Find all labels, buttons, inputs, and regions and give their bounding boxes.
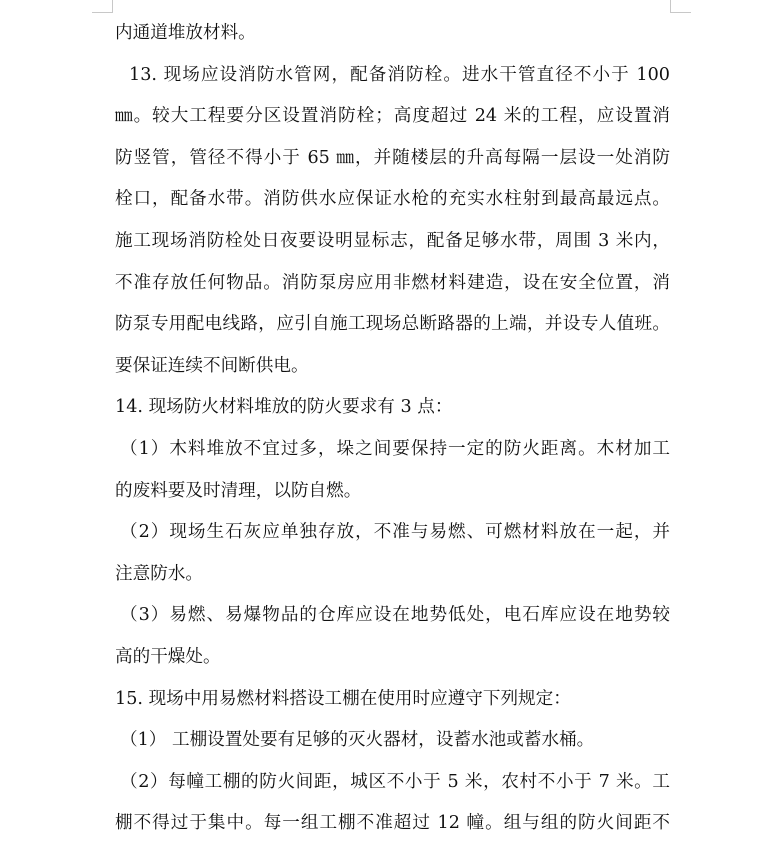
page-corner-mark-left bbox=[92, 0, 113, 13]
text-line: 13. 现场应设消防水管网，配备消防栓。进水干管直径不小于 100 bbox=[129, 64, 670, 85]
text-line: （2）每幢工棚的防火间距，城区不小于 5 米，农村不小于 7 米。工 bbox=[120, 771, 670, 792]
text-line: 不准存放任何物品。消防泵房应用非燃材料建造，设在安全位置，消 bbox=[115, 272, 670, 293]
document-page bbox=[115, 13, 670, 845]
text-line: （1）木料堆放不宜过多，垛之间要保持一定的防火距离。木材加工 bbox=[120, 438, 670, 459]
text-line: （3）易燃、易爆物品的仓库应设在地势低处，电石库应设在地势较 bbox=[120, 605, 670, 626]
text-line: ㎜。较大工程要分区设置消防栓；高度超过 24 米的工程，应设置消 bbox=[115, 106, 670, 127]
text-line: （1） 工棚设置处要有足够的灭火器材，设蓄水池或蓄水桶。 bbox=[120, 730, 595, 751]
text-line: 高的干燥处。 bbox=[115, 646, 221, 667]
text-line: 内通道堆放材料。 bbox=[115, 23, 256, 43]
text-line: 的废料要及时清理，以防自燃。 bbox=[115, 480, 362, 501]
text-line: 防竖管，管径不得小于 65 ㎜，并随楼层的升高每隔一层设一处消防 bbox=[115, 147, 670, 168]
text-line: （2）现场生石灰应单独存放，不准与易燃、可燃材料放在一起，并 bbox=[120, 522, 670, 543]
text-line: 注意防水。 bbox=[115, 563, 203, 584]
text-line: 棚不得过于集中。每一组工棚不准超过 12 幢。组与组的防火间距不 bbox=[115, 813, 670, 834]
text-line: 栓口，配备水带。消防供水应保证水枪的充实水柱射到最高最远点。 bbox=[115, 189, 670, 210]
text-line: 要保证连续不间断供电。 bbox=[115, 355, 309, 376]
text-line: 15. 现场中用易燃材料搭设工棚在使用时应遵守下列规定： bbox=[115, 688, 571, 709]
text-line: 14. 现场防火材料堆放的防火要求有 3 点： bbox=[115, 397, 453, 418]
page-corner-mark-right bbox=[670, 0, 691, 13]
text-line: 施工现场消防栓处日夜要设明显标志，配备足够水带，周围 3 米内， bbox=[115, 230, 670, 251]
text-line: 防泵专用配电线路，应引自施工现场总断路器的上端，并设专人值班。 bbox=[115, 314, 670, 335]
